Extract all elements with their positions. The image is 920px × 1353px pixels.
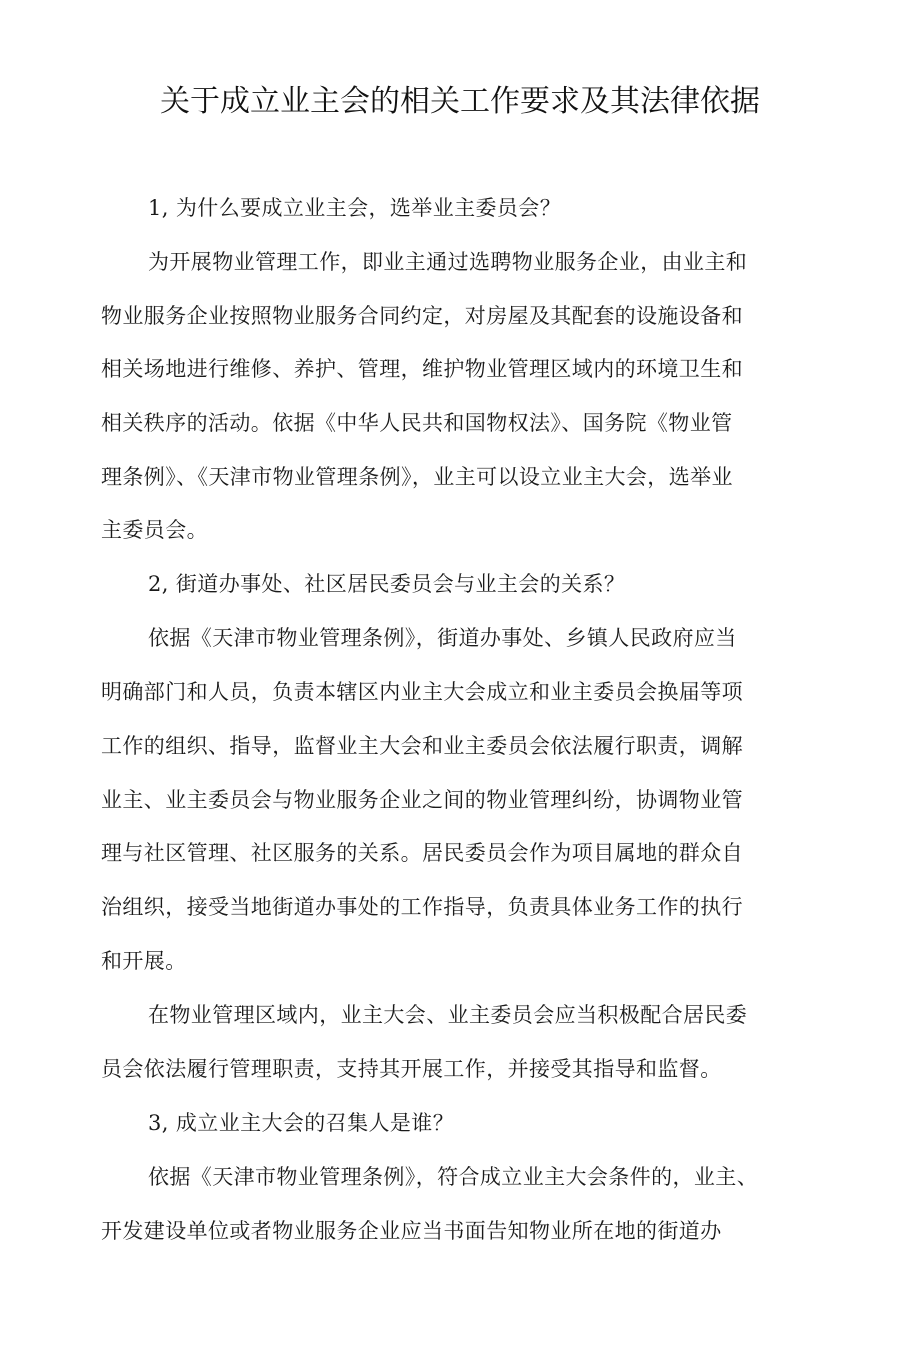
question-1-heading: 1, 为什么要成立业主会，选举业主委员会？ [148, 196, 562, 220]
answer-1-line: 理条例》、《天津市物业管理条例》，业主可以设立业主大会，选举业 [101, 465, 733, 489]
answer-1-line: 为开展物业管理工作，即业主通过选聘物业服务企业，由业主和 [148, 250, 748, 274]
answer-3-line: 依据《天津市物业管理条例》，符合成立业主大会条件的，业主、 [148, 1165, 759, 1189]
answer-2-line: 治组织，接受当地街道办事处的工作指导，负责具体业务工作的执行 [101, 895, 743, 919]
answer-2-paragraph-2-line: 员会依法履行管理职责，支持其开展工作，并接受其指导和监督。 [101, 1057, 722, 1081]
document-title: 关于成立业主会的相关工作要求及其法律依据 [160, 84, 760, 119]
answer-1-line: 相关场地进行维修、养护、管理，维护物业管理区域内的环境卫生和 [101, 357, 743, 381]
answer-2-line: 和开展。 [101, 949, 187, 973]
answer-2-line: 依据《天津市物业管理条例》，街道办事处、乡镇人民政府应当 [148, 626, 737, 650]
answer-2-line: 工作的组织、指导，监督业主大会和业主委员会依法履行职责，调解 [101, 734, 743, 758]
question-2-heading: 2, 街道办事处、社区居民委员会与业主会的关系？ [148, 572, 626, 596]
answer-1-line: 主委员会。 [101, 518, 208, 542]
answer-1-line: 相关秩序的活动。依据《中华人民共和国物权法》、国务院《物业管 [101, 411, 733, 435]
answer-2-line: 明确部门和人员，负责本辖区内业主大会成立和业主委员会换届等项 [101, 680, 743, 704]
question-3-heading: 3, 成立业主大会的召集人是谁？ [148, 1111, 455, 1135]
answer-2-paragraph-2-line: 在物业管理区域内，业主大会、业主委员会应当积极配合居民委 [148, 1003, 748, 1027]
answer-2-line: 业主、业主委员会与物业服务企业之间的物业管理纠纷，协调物业管 [101, 788, 743, 812]
answer-3-line: 开发建设单位或者物业服务企业应当书面告知物业所在地的街道办 [101, 1219, 722, 1243]
answer-2-line: 理与社区管理、社区服务的关系。居民委员会作为项目属地的群众自 [101, 841, 743, 865]
answer-1-line: 物业服务企业按照物业服务合同约定，对房屋及其配套的设施设备和 [101, 304, 743, 328]
